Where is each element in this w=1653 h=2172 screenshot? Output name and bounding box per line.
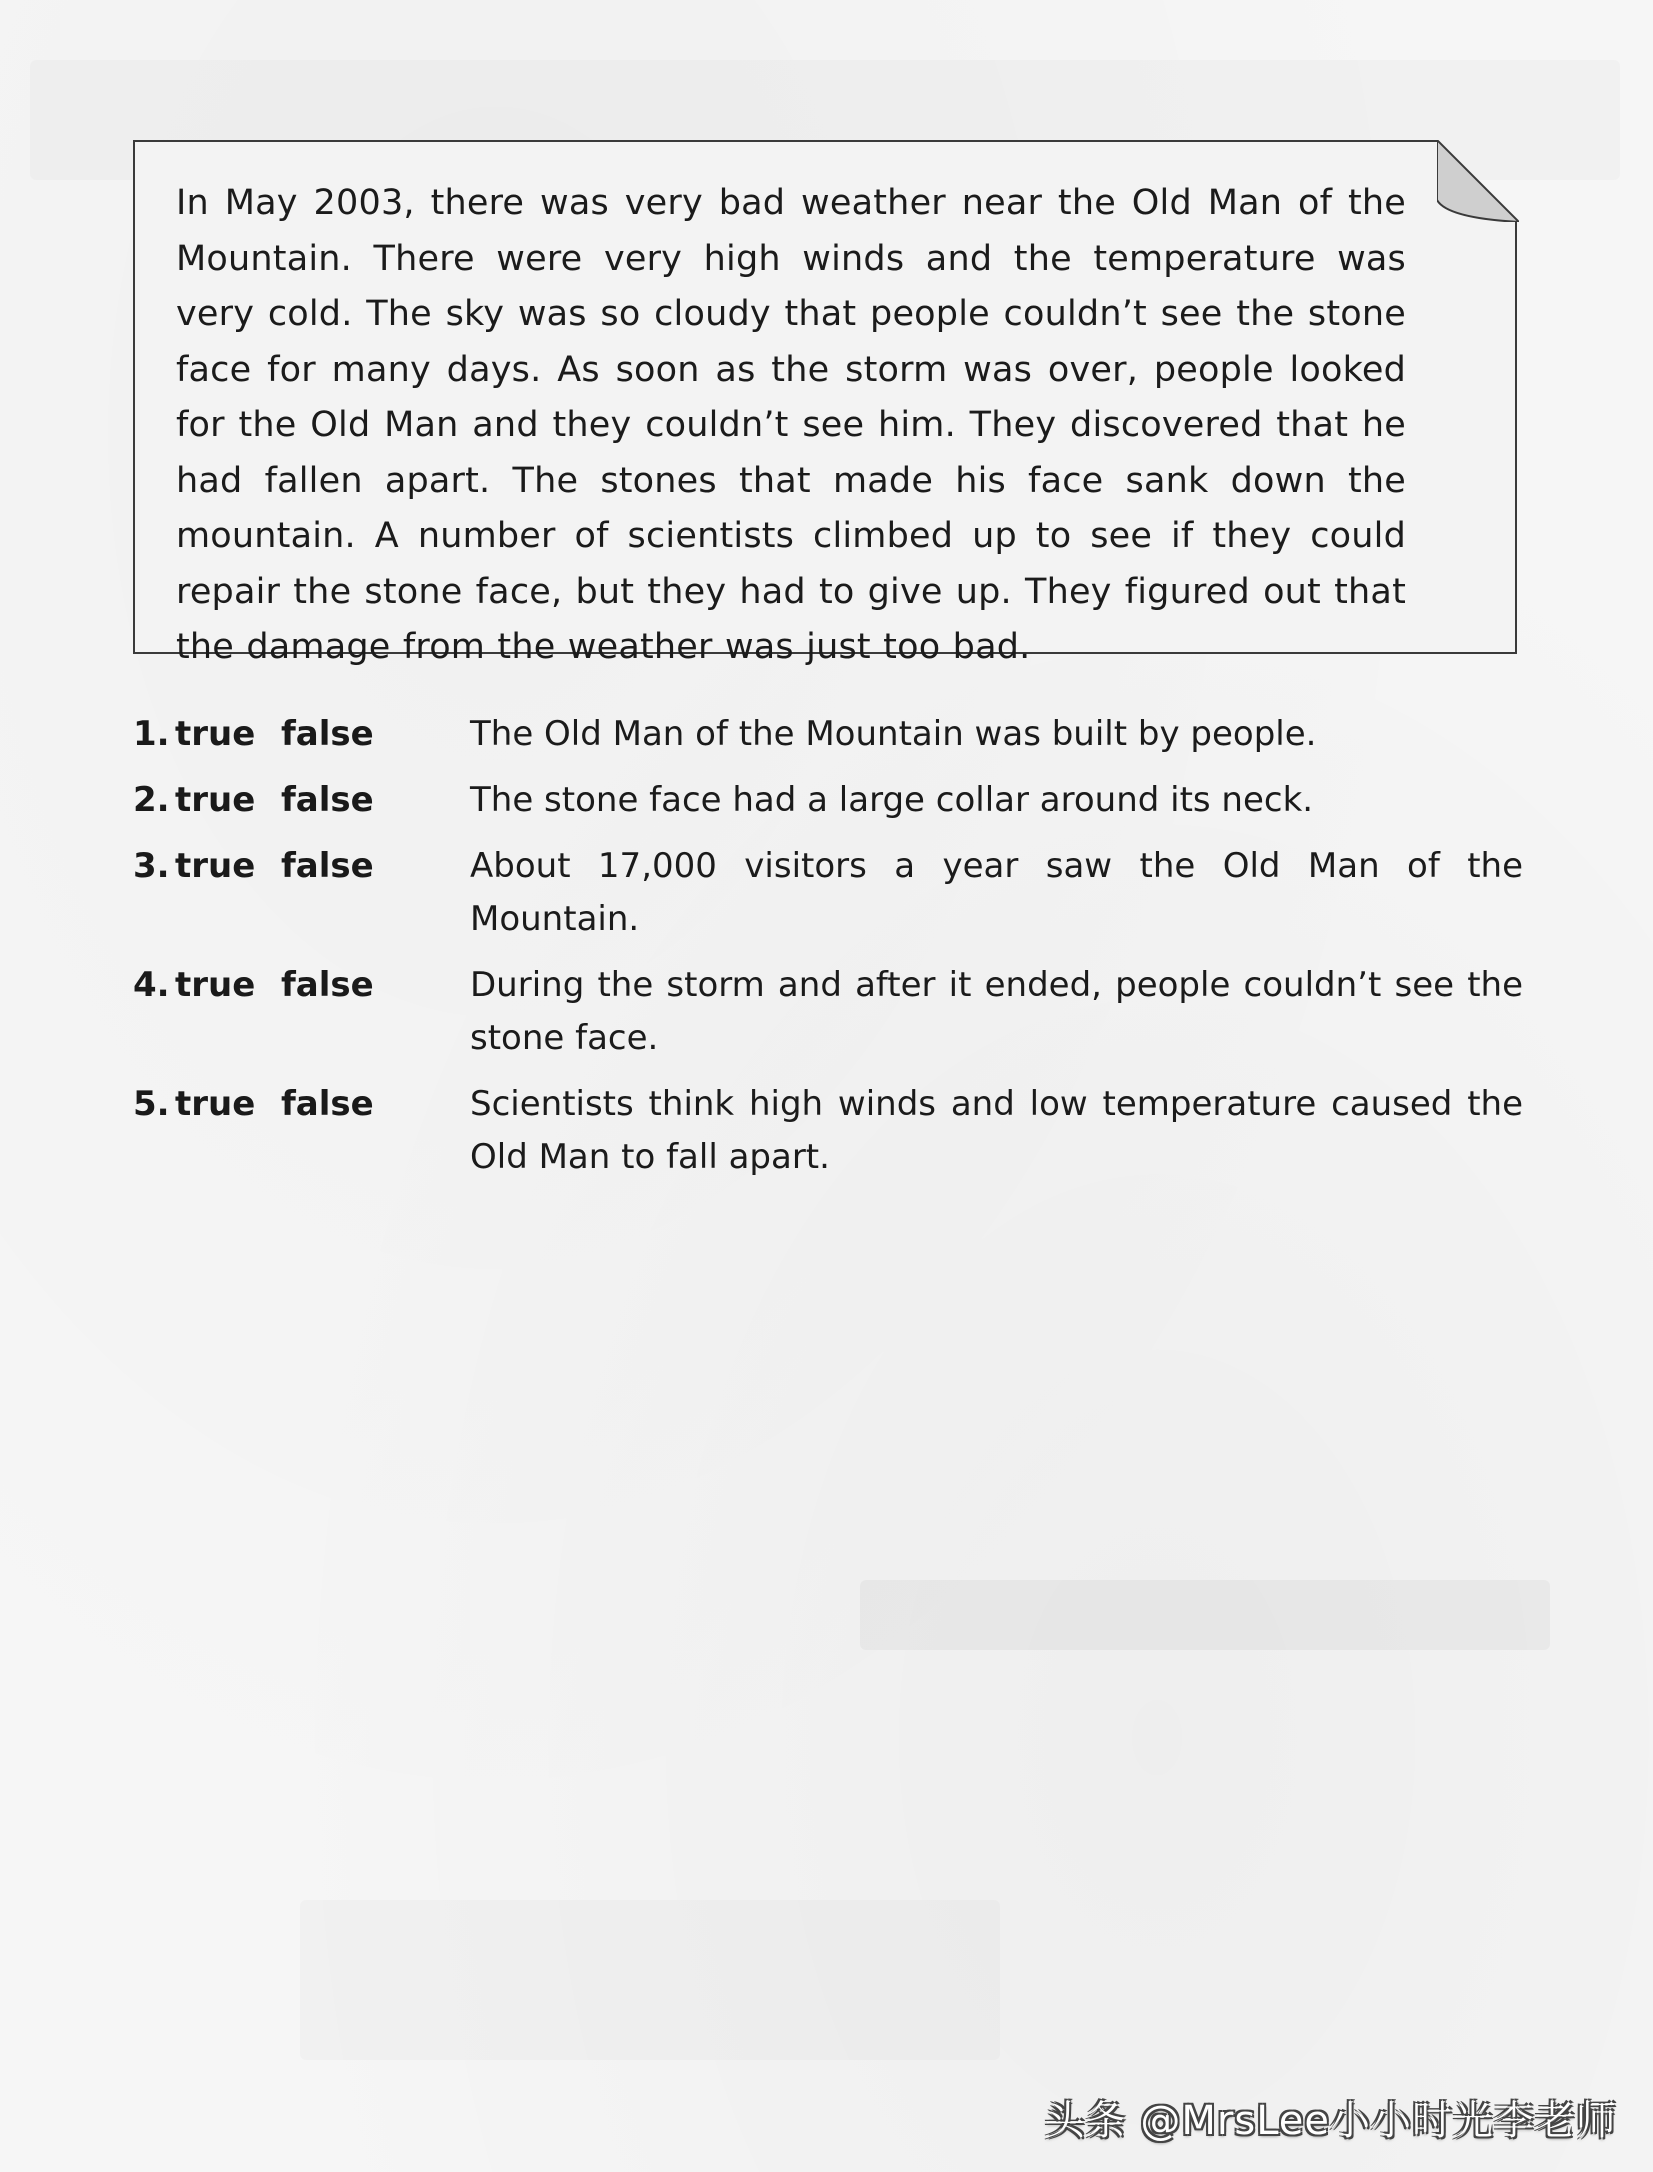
question-number: 1. (133, 714, 170, 754)
question-row (133, 774, 1523, 827)
question-number: 5. (133, 1084, 170, 1124)
watermark: 头条 @MrsLee小小时光李老师 (1044, 2098, 1617, 2144)
question-statement: Scientists think high winds and low temperature caused the Old Man to fall apart. (470, 1084, 1523, 1177)
question-row (133, 959, 1523, 1065)
false-option[interactable]: false (281, 780, 374, 820)
bleed-through-shape (300, 1900, 1000, 2060)
true-option[interactable]: true (175, 714, 256, 754)
question-statement: About 17,000 visitors a year saw the Old Man of the Mountain. (470, 846, 1523, 939)
question-number: 2. (133, 780, 170, 820)
false-option[interactable]: false (281, 714, 374, 754)
true-false-questions (133, 708, 1523, 1197)
reading-passage: In May 2003, there was very bad weather near the Old Man of the Mountain. There were very high winds and the temperature was very cold. The sky was so cloudy that people couldn’t see the stone face for many days. As soon as the storm was over, people looked for the Old Man and they couldn’t see him. They discovered that he had fallen apart. The stones that made his face sank down the mountain. A number of scientists climbed up to see if they could repair the stone face, but they had to give up. They figured out that the damage from the weather was just too bad. (176, 183, 1406, 667)
question-statement: The stone face had a large collar around its neck. (470, 780, 1314, 820)
true-option[interactable]: true (175, 965, 256, 1005)
question-row (133, 708, 1523, 761)
question-row (133, 840, 1523, 946)
true-option[interactable]: true (175, 780, 256, 820)
question-statement: The Old Man of the Mountain was built by people. (470, 714, 1317, 754)
question-number: 3. (133, 846, 170, 886)
true-option[interactable]: true (175, 846, 256, 886)
false-option[interactable]: false (281, 1084, 374, 1124)
question-number: 4. (133, 965, 170, 1005)
false-option[interactable]: false (281, 965, 374, 1005)
question-row (133, 1078, 1523, 1184)
question-statement: During the storm and after it ended, people couldn’t see the stone face. (470, 965, 1523, 1058)
true-option[interactable]: true (175, 1084, 256, 1124)
bleed-through-shape (860, 1580, 1550, 1650)
false-option[interactable]: false (281, 846, 374, 886)
